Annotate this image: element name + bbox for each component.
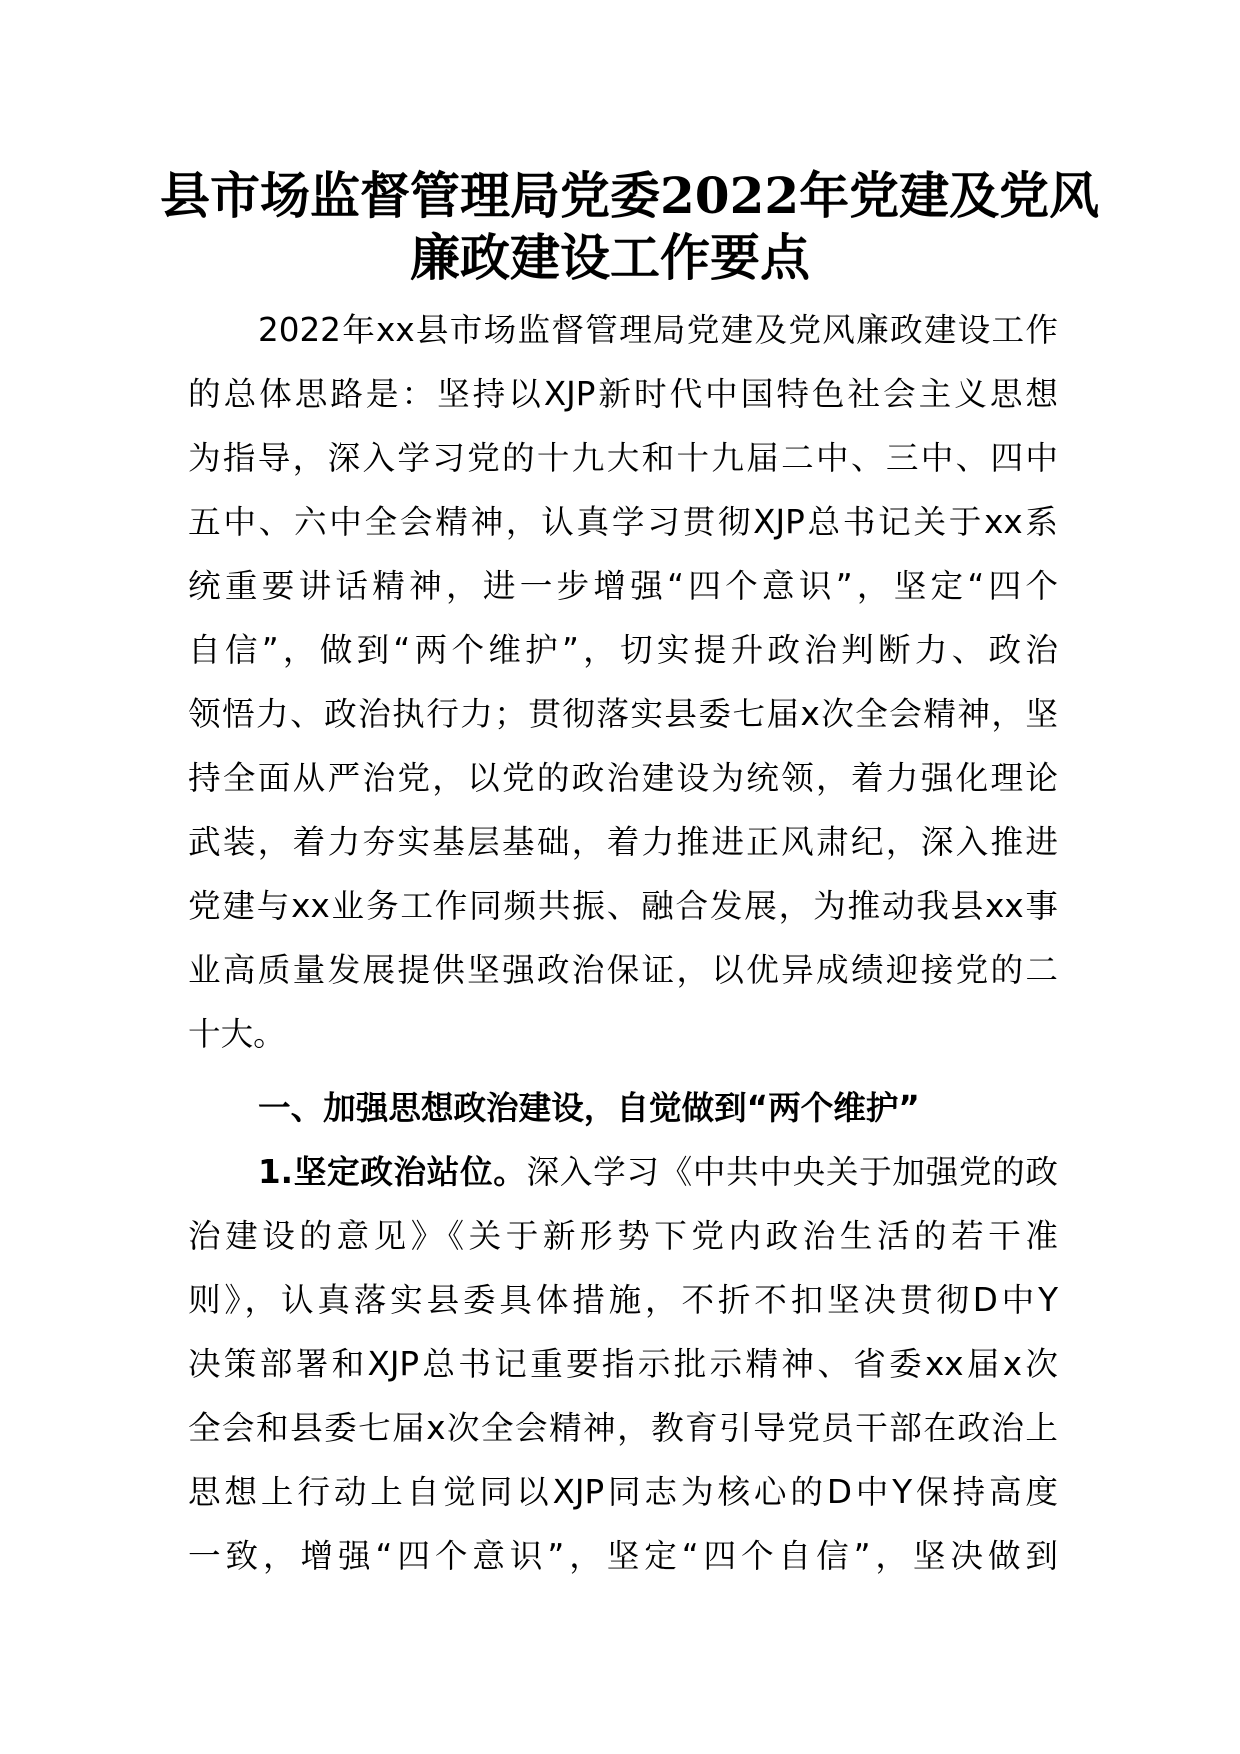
intro-line: 十大。 <box>188 1015 286 1053</box>
intro-line: 五中、六中全会精神，认真学习贯彻XJP总书记关于xx系 <box>188 503 1058 541</box>
item-1-line: 决策部署和XJP总书记重要指示批示精神、省委xx届x次 <box>188 1345 1058 1383</box>
intro-line: 业高质量发展提供坚强政治保证，以优异成绩迎接党的二 <box>188 951 1058 989</box>
item-1-line: 治建设的意见》《关于新形势下党内政治生活的若干准 <box>188 1217 1058 1255</box>
intro-line: 2022年xx县市场监督管理局党建及党风廉政建设工作 <box>258 311 1058 349</box>
item-1-line: 思想上行动上自觉同以XJP同志为核心的D中Y保持高度 <box>188 1473 1058 1511</box>
item-1-first-line <box>188 1140 1058 1204</box>
section-heading-1: 一、加强思想政治建设，自觉做到“两个维护” <box>258 1089 920 1127</box>
document-body <box>188 298 1058 1588</box>
title-line-2: 廉政建设工作要点 <box>410 228 810 287</box>
intro-line: 的总体思路是：坚持以XJP新时代中国特色社会主义思想 <box>188 375 1058 413</box>
intro-line: 自信”，做到“两个维护”，切实提升政治判断力、政治 <box>188 631 1058 669</box>
item-1-line: 全会和县委七届x次全会精神，教育引导党员干部在政治上 <box>188 1409 1058 1447</box>
item-1-label: 1.坚定政治站位。 <box>258 1153 527 1191</box>
item-1-line: 一致，增强“四个意识”，坚定“四个自信”，坚决做到 <box>188 1537 1058 1575</box>
document-title <box>160 165 1100 289</box>
item-1-line: 则》，认真落实县委具体措施，不折不扣坚决贯彻D中Y <box>188 1281 1058 1319</box>
intro-line: 党建与xx业务工作同频共振、融合发展，为推动我县xx事 <box>188 887 1058 925</box>
title-line-1: 县市场监督管理局党委2022年党建及党风 <box>160 166 1100 225</box>
intro-line: 领悟力、政治执行力；贯彻落实县委七届x次全会精神，坚 <box>188 695 1058 733</box>
intro-line: 持全面从严治党，以党的政治建设为统领，着力强化理论 <box>188 759 1058 797</box>
intro-line: 统重要讲话精神，进一步增强“四个意识”，坚定“四个 <box>188 567 1058 605</box>
intro-line: 武装，着力夯实基层基础，着力推进正风肃纪，深入推进 <box>188 823 1058 861</box>
intro-line: 为指导，深入学习党的十九大和十九届二中、三中、四中 <box>188 439 1058 477</box>
item-1-first-line-text: 深入学习《中共中央关于加强党的政 <box>526 1153 1058 1191</box>
